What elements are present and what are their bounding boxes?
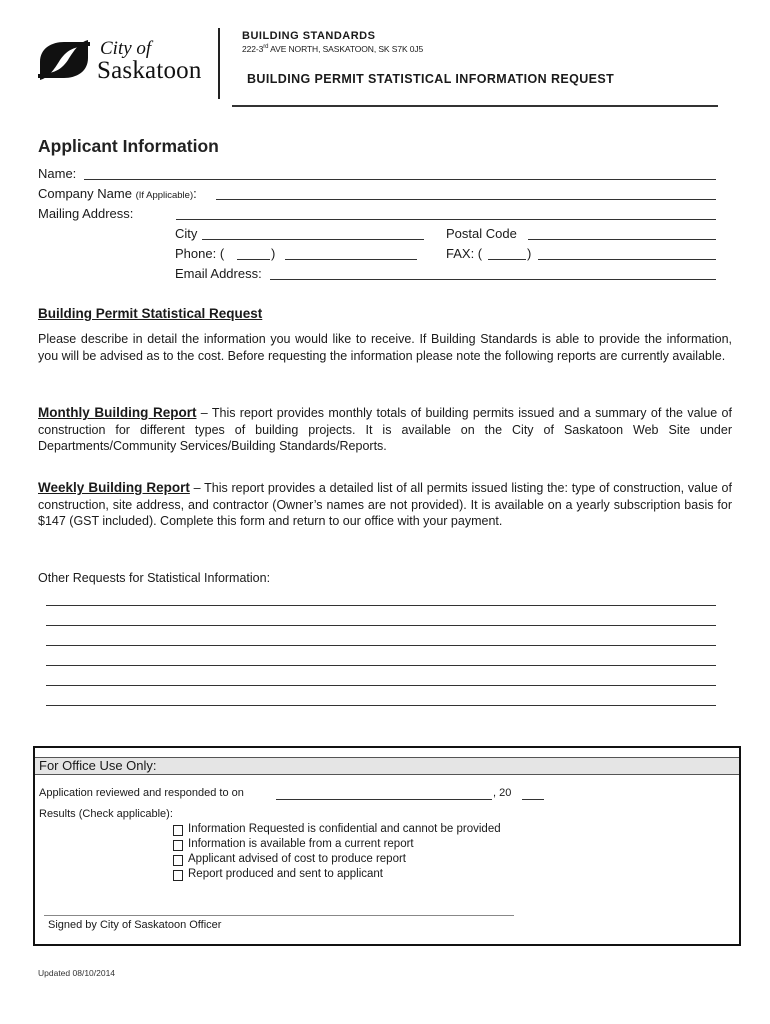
fax-area-code-field[interactable] bbox=[488, 259, 526, 260]
phone-paren-close: ) bbox=[271, 246, 276, 261]
updated-date: Updated 08/10/2014 bbox=[38, 968, 116, 978]
other-requests-line[interactable] bbox=[46, 665, 716, 666]
result-checkbox[interactable] bbox=[173, 870, 183, 881]
name-label: Name: bbox=[38, 166, 77, 181]
mailing-address-field[interactable] bbox=[176, 219, 716, 220]
company-label: Company Name (If Applicable): bbox=[38, 186, 197, 201]
logo-saskatoon: Saskatoon bbox=[97, 57, 202, 84]
other-requests-line[interactable] bbox=[46, 605, 716, 606]
fax-label: FAX: ( bbox=[446, 246, 483, 261]
logo-city-of: City of bbox=[100, 38, 152, 59]
request-intro: Please describe in detail the information you would like to receive. If Building Standards is able to provide the information, you will be advised as to the cost. Before requesting the information please note the following reports are currently available. bbox=[38, 332, 732, 363]
result-option: Report produced and sent to applicant bbox=[188, 868, 383, 880]
company-field[interactable] bbox=[216, 199, 716, 200]
signature-line[interactable] bbox=[44, 915, 514, 916]
monthly-report-description: Monthly Building Report – This report provides monthly totals of building permits issued and a summary of the value of construction for different types of building projects. It is available on the City of Saskatoon Web Site under Departments/Community Services/Building Standards/Reports. bbox=[38, 405, 732, 453]
postal-code-label: Postal Code bbox=[446, 226, 517, 241]
result-checkbox[interactable] bbox=[173, 825, 183, 836]
weekly-report-description: Weekly Building Report – This report provides a detailed list of all permits issued listing the: type of construction, value of construction, site address, and contractor (Owner’s names are not provided). It is available on a yearly subscription basis for $147 (GST included). Complete this form and return to our office with your payment. bbox=[38, 480, 732, 528]
other-requests-label: Other Requests for Statistical Information: bbox=[38, 571, 271, 585]
header-divider bbox=[218, 28, 220, 99]
department-address: 222-3rd AVE NORTH, SASKATOON, SK S7K 0J5 bbox=[242, 44, 424, 54]
city-label: City bbox=[175, 226, 198, 241]
request-heading: Building Permit Statistical Request bbox=[38, 306, 263, 321]
result-option: Information is available from a current report bbox=[188, 838, 414, 850]
postal-code-field[interactable] bbox=[528, 239, 716, 240]
year-field[interactable] bbox=[522, 799, 544, 800]
result-option: Information Requested is confidential and cannot be provided bbox=[188, 823, 501, 835]
name-field[interactable] bbox=[84, 179, 716, 180]
phone-number-field[interactable] bbox=[285, 259, 417, 260]
email-field[interactable] bbox=[270, 279, 716, 280]
result-option: Applicant advised of cost to produce report bbox=[188, 853, 406, 865]
results-label: Results (Check applicable): bbox=[39, 808, 173, 820]
department-name: BUILDING STANDARDS bbox=[242, 30, 376, 42]
city-logo-icon bbox=[38, 40, 90, 80]
email-label: Email Address: bbox=[175, 266, 262, 281]
other-requests-line[interactable] bbox=[46, 705, 716, 706]
year-prefix: , 20 bbox=[493, 787, 512, 799]
other-requests-line[interactable] bbox=[46, 685, 716, 686]
phone-label: Phone: ( bbox=[175, 246, 225, 261]
other-requests-line[interactable] bbox=[46, 625, 716, 626]
header-rule bbox=[232, 105, 718, 107]
mailing-address-label: Mailing Address: bbox=[38, 206, 134, 221]
fax-paren-close: ) bbox=[527, 246, 532, 261]
result-checkbox[interactable] bbox=[173, 840, 183, 851]
other-requests-line[interactable] bbox=[46, 645, 716, 646]
phone-area-code-field[interactable] bbox=[237, 259, 270, 260]
city-field[interactable] bbox=[202, 239, 424, 240]
reviewed-date-field[interactable] bbox=[276, 799, 492, 800]
office-use-title: For Office Use Only: bbox=[39, 758, 157, 773]
result-checkbox[interactable] bbox=[173, 855, 183, 866]
signed-label: Signed by City of Saskatoon Officer bbox=[48, 919, 222, 931]
form-title: BUILDING PERMIT STATISTICAL INFORMATION REQUEST bbox=[247, 72, 615, 86]
applicant-heading: Applicant Information bbox=[38, 136, 219, 156]
reviewed-label: Application reviewed and responded to on bbox=[39, 787, 244, 799]
fax-number-field[interactable] bbox=[538, 259, 716, 260]
